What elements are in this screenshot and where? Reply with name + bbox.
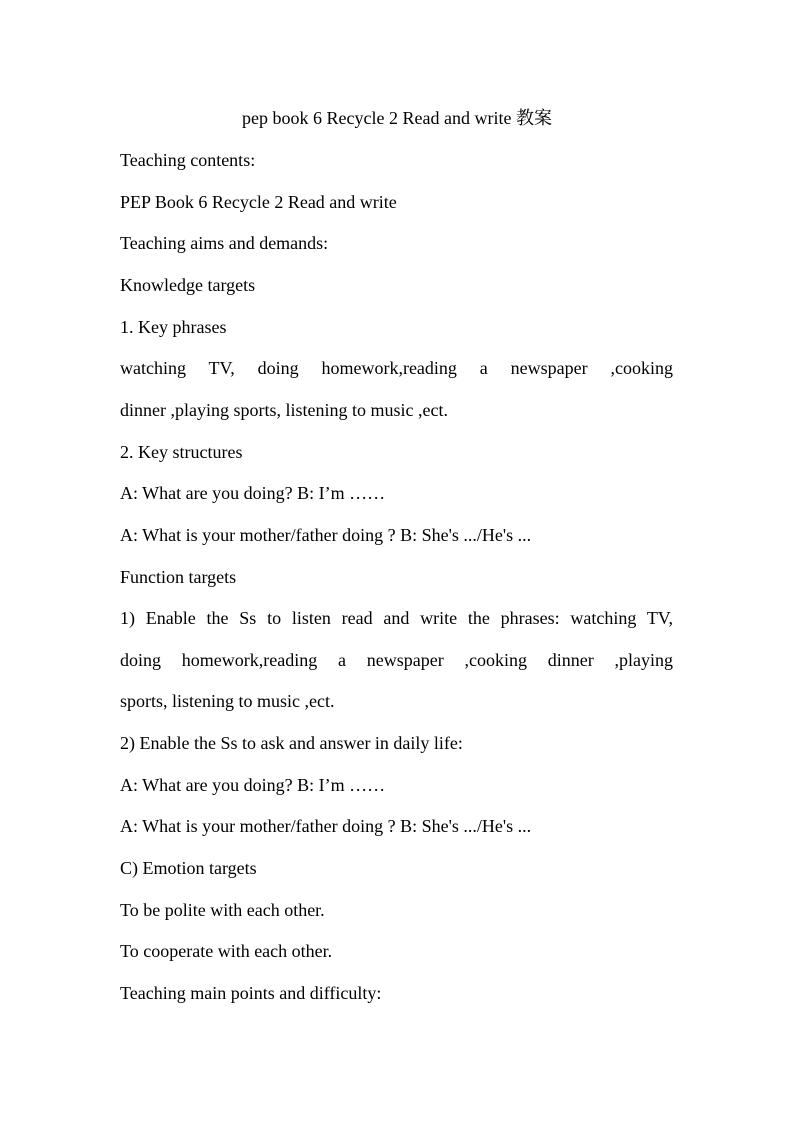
heading-teaching-contents: Teaching contents: — [120, 150, 256, 170]
function-structure-line-2: A: What is your mother/father doing ? B: She's .../He's ... — [120, 816, 532, 836]
function-target-1-line-3: sports, listening to music ,ect. — [120, 691, 335, 711]
heading-function-targets: Function targets — [120, 567, 237, 587]
structure-line-1: A: What are you doing? B: I’m …… — [120, 483, 386, 503]
heading-emotion-targets: C) Emotion targets — [120, 858, 257, 878]
function-structure-line-1: A: What are you doing? B: I’m …… — [120, 775, 386, 795]
key-phrases-line-2: dinner ,playing sports, listening to music ,ect. — [120, 400, 448, 420]
document-title: pep book 6 Recycle 2 Read and write 教案 — [242, 108, 552, 128]
heading-knowledge-targets: Knowledge targets — [120, 275, 256, 295]
function-target-2: 2) Enable the Ss to ask and answer in daily life: — [120, 733, 463, 753]
heading-main-points-difficulty: Teaching main points and difficulty: — [120, 983, 382, 1003]
key-phrases-line-1: watching TV, doing homework,reading a newspaper ,cooking — [120, 358, 673, 378]
heading-teaching-aims: Teaching aims and demands: — [120, 233, 329, 253]
function-target-1-line-1: 1) Enable the Ss to listen read and write the phrases: watching TV, — [120, 608, 673, 628]
text-book-reference: PEP Book 6 Recycle 2 Read and write — [120, 192, 397, 212]
emotion-target-2: To cooperate with each other. — [120, 941, 333, 961]
heading-key-phrases: 1. Key phrases — [120, 317, 227, 337]
function-target-1-line-2: doing homework,reading a newspaper ,cooking dinner ,playing — [120, 650, 673, 670]
heading-key-structures: 2. Key structures — [120, 442, 243, 462]
structure-line-2: A: What is your mother/father doing ? B: She's .../He's ... — [120, 525, 532, 545]
emotion-target-1: To be polite with each other. — [120, 900, 325, 920]
